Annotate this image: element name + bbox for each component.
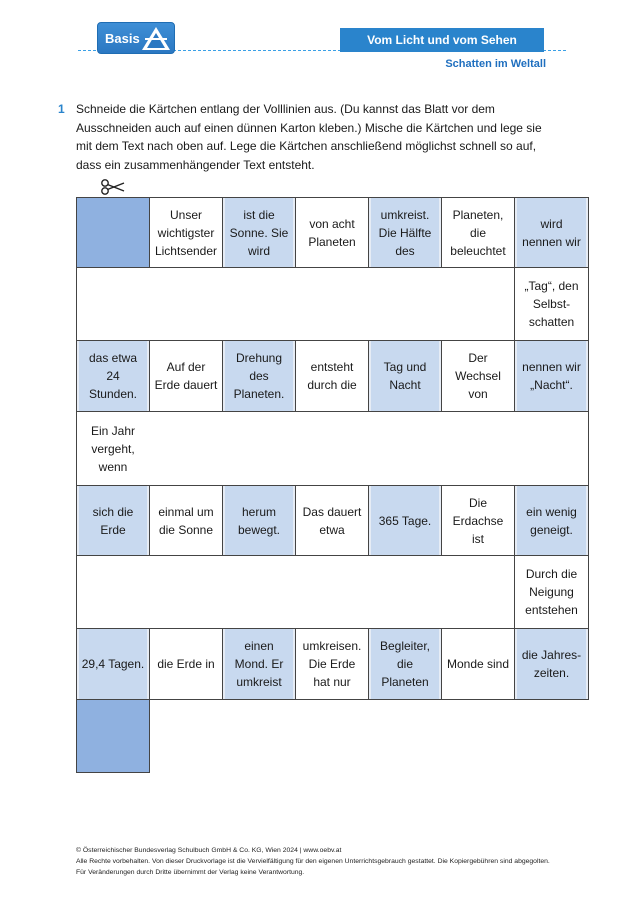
chapter-title: Vom Licht und vom Sehen xyxy=(340,28,544,52)
empty-area xyxy=(149,411,589,486)
footer-line: Alle Rechte vorbehalten. Von dieser Druckvorlage ist die Vervielfältigung für den eigenen Unterrichtsgebrauch gestattet. Die Kopiergebühren sind abgegolten. xyxy=(76,858,550,865)
card: nennen wir „Nacht“. xyxy=(514,340,589,412)
basis-logo xyxy=(97,22,175,54)
card: 365 Tage. xyxy=(368,485,442,556)
section-subtitle: Schatten im Weltall xyxy=(445,58,546,70)
card: Begleiter, die Planeten xyxy=(368,628,442,700)
card: Tag und Nacht xyxy=(368,340,442,412)
task-number: 1 xyxy=(58,102,65,116)
task-line: mit dem Text nach oben auf. Lege die Kärtchen anschließend möglichst schnell so auf, xyxy=(76,139,537,153)
triangle-logo-icon xyxy=(140,25,172,52)
card: Durch die Neigung entstehen xyxy=(514,555,589,629)
task-instructions xyxy=(58,100,556,174)
card: Der Wechsel von xyxy=(441,340,515,412)
empty-area xyxy=(76,267,515,341)
task-line: dass ein zusammenhängender Text entsteht. xyxy=(76,157,315,172)
footer-copyright xyxy=(76,845,550,878)
card: von acht Planeten xyxy=(295,197,369,268)
card: ein wenig geneigt. xyxy=(514,485,589,556)
task-line: Ausschneiden auch auf einen dünnen Karton kleben.) Mische die Kärtchen und lege sie xyxy=(76,120,542,135)
card: ist die Sonne. Sie wird xyxy=(222,197,296,268)
card-start xyxy=(76,197,150,268)
card: 29,4 Tagen. xyxy=(76,628,150,700)
task-line: Schneide die Kärtchen entlang der Volllinien aus. (Du kannst das Blatt vor dem xyxy=(76,102,495,116)
footer-line: Für Veränderungen durch Dritte übernimmt der Verlag keine Verantwortung. xyxy=(76,869,305,876)
card: die Erde in xyxy=(149,628,223,700)
scissors-icon xyxy=(100,178,126,196)
card: einmal um die Sonne xyxy=(149,485,223,556)
logo-text: Basis xyxy=(105,31,140,46)
card: einen Mond. Er umkreist xyxy=(222,628,296,700)
card: entsteht durch die xyxy=(295,340,369,412)
card: Die Erdachse ist xyxy=(441,485,515,556)
empty-area xyxy=(76,555,515,629)
card: Ein Jahr vergeht, wenn xyxy=(76,411,150,486)
card: das etwa 24 Stunden. xyxy=(76,340,150,412)
card: umkreist. Die Hälfte des xyxy=(368,197,442,268)
card: Das dauert etwa xyxy=(295,485,369,556)
card: wird nennen wir xyxy=(514,197,589,268)
card: Unser wichtigster Lichtsender xyxy=(149,197,223,268)
card: Monde sind xyxy=(441,628,515,700)
card: Planeten, die beleuchtet xyxy=(441,197,515,268)
card: die Jahres-zeiten. xyxy=(514,628,589,700)
card: sich die Erde xyxy=(76,485,150,556)
card: umkreisen. Die Erde hat nur xyxy=(295,628,369,700)
card: herum bewegt. xyxy=(222,485,296,556)
card: Auf der Erde dauert xyxy=(149,340,223,412)
card: Drehung des Planeten. xyxy=(222,340,296,412)
card-end xyxy=(76,699,150,773)
footer-line: © Österreichischer Bundesverlag Schulbuch GmbH & Co. KG, Wien 2024 | www.oebv.at xyxy=(76,847,342,854)
card: „Tag“, den Selbst-schatten xyxy=(514,267,589,341)
